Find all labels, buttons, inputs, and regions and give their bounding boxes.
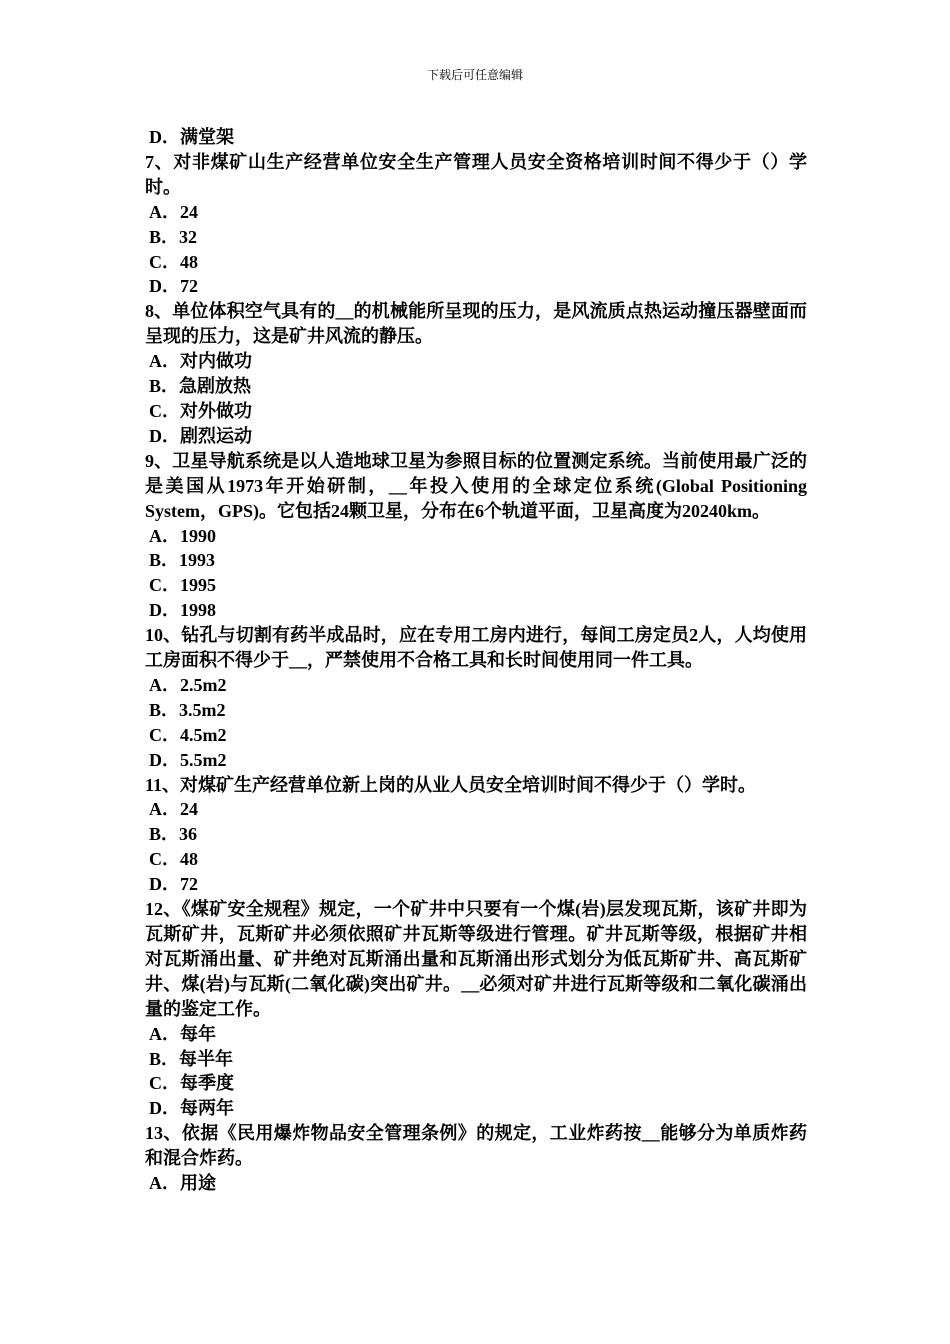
answer-option: A．用途 <box>149 1173 216 1194</box>
page-header: 下载后可任意编辑 <box>426 68 523 82</box>
answer-option: A．每年 <box>149 1023 216 1044</box>
answer-option: C．对外做功 <box>149 400 252 421</box>
answer-option: A．对内做功 <box>149 351 252 372</box>
answer-option: C．4.5m2 <box>149 724 227 745</box>
answer-option: B．32 <box>149 226 198 247</box>
question-text: 10、钻孔与切割有药半成品时，应在专用工房内进行，每间工房定员2人，人均使用工房面积不得少于__，严禁使用不合格工具和长时间使用同一件工具。 <box>145 625 807 671</box>
answer-option: C．1995 <box>149 575 216 596</box>
answer-option: C．48 <box>149 849 198 870</box>
answer-option: D．1998 <box>149 600 216 621</box>
question-text: 13、依据《民用爆炸物品安全管理条例》的规定，工业炸药按__能够分为单质炸药和混合炸药。 <box>145 1123 807 1169</box>
answer-option: D．剧烈运动 <box>149 425 252 446</box>
answer-option: D．5.5m2 <box>149 749 227 770</box>
answer-option: B．每半年 <box>149 1048 234 1069</box>
answer-option: A．24 <box>149 201 198 222</box>
answer-option: A．2.5m2 <box>149 674 227 695</box>
answer-option: A．24 <box>149 799 198 820</box>
answer-option: D．每两年 <box>149 1098 234 1119</box>
answer-option: D．满堂架 <box>149 127 234 147</box>
question-text: 8、单位体积空气具有的__的机械能所呈现的压力，是风流质点热运动撞压器壁面而呈现的压力，这是矿井风流的静压。 <box>145 301 807 347</box>
answer-option: A．1990 <box>149 525 216 546</box>
answer-option: D．72 <box>149 276 198 297</box>
question-text: 11、对煤矿生产经营单位新上岗的从业人员安全培训时间不得少于（）学时。 <box>145 774 757 795</box>
answer-option: B．3.5m2 <box>149 699 226 720</box>
answer-option: C．每季度 <box>149 1073 234 1094</box>
answer-option: B．36 <box>149 824 198 845</box>
answer-option: B．急剧放热 <box>149 376 252 397</box>
answer-option: D．72 <box>149 874 198 895</box>
question-text: 7、对非煤矿山生产经营单位安全生产管理人员安全资格培训时间不得少于（）学时。 <box>145 151 807 197</box>
question-text: 12、《煤矿安全规程》规定，一个矿井中只要有一个煤(岩)层发现瓦斯，该矿井即为瓦斯矿井，瓦斯矿井必须依照矿井瓦斯等级进行管理。矿井瓦斯等级，根据矿井相对瓦斯涌出量、矿井绝对瓦斯涌出量和瓦斯涌出形式划分为低瓦斯矿井、高瓦斯矿井、煤(岩)与瓦斯(二氧化碳)突出矿井。__必须对矿井进行瓦斯等级和二氧化碳涌出量的鉴定工作。 <box>145 899 807 1019</box>
question-text: 9、卫星导航系统是以人造地球卫星为参照目标的位置测定系统。当前使用最广泛的是美国从1973年开始研制，__年投入使用的全球定位系统(Global Positioning System，GPS)。它包括24颗卫星，分布在6个轨道平面，卫星高度为20240km。 <box>145 450 807 521</box>
answer-option: B．1993 <box>149 550 216 571</box>
document-body <box>145 125 807 1196</box>
answer-option: C．48 <box>149 251 198 272</box>
